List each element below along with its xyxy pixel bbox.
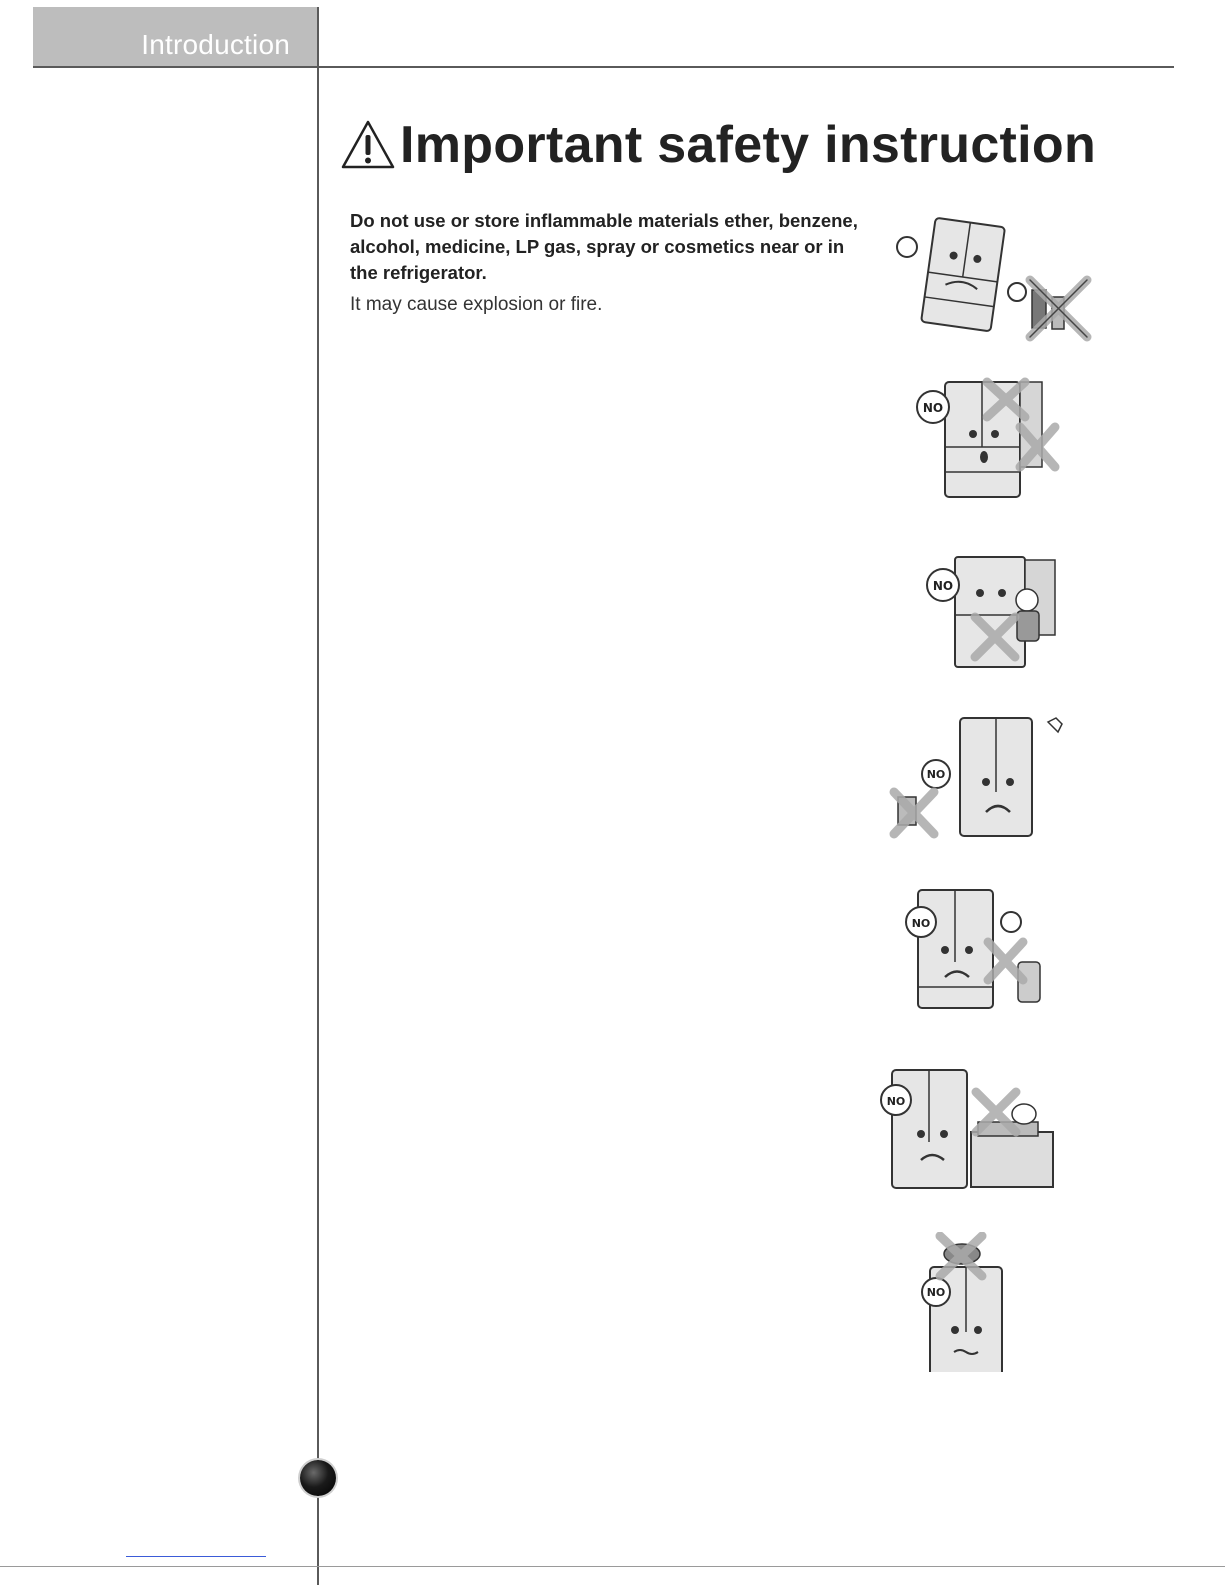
section-tab [33, 7, 318, 66]
safety-item-heading: Do not use or store inflammable materials ether, benzene, alcohol, medicine, LP gas, spray or cosmetics near or in the refrigerator. [350, 210, 858, 283]
fridge-door-hanging-illustration [895, 372, 1105, 512]
safety-item-description: It may cause explosion or fire. [350, 294, 603, 315]
footer-link-underline[interactable] [126, 1556, 266, 1557]
footer-rule [0, 1566, 1225, 1567]
svg-text:NO: NO [926, 768, 946, 781]
no-badge: NO [922, 401, 944, 415]
safety-item [350, 208, 860, 318]
fridge-spray-can-illustration [893, 882, 1103, 1022]
svg-text:NO: NO [911, 917, 931, 930]
header-rule [33, 66, 1174, 68]
svg-text:NO: NO [926, 1286, 946, 1299]
svg-text:NO: NO [886, 1095, 906, 1108]
page-number-dot [300, 1460, 336, 1496]
warning-triangle-icon [340, 119, 396, 171]
page-title: Important safety instruction [400, 116, 1097, 174]
fridge-child-inside-illustration [905, 545, 1115, 685]
fridge-gas-stove-illustration [866, 1062, 1076, 1202]
section-tab-label: Introduction [141, 29, 290, 60]
fridge-medicine-storage-illustration [888, 712, 1098, 852]
title-row [340, 112, 1096, 178]
fridge-drop-object-illustration [862, 1232, 1072, 1372]
svg-text:NO: NO [932, 579, 954, 593]
margin-rule [317, 7, 319, 1585]
fridge-flammable-spray-illustration [882, 212, 1092, 352]
